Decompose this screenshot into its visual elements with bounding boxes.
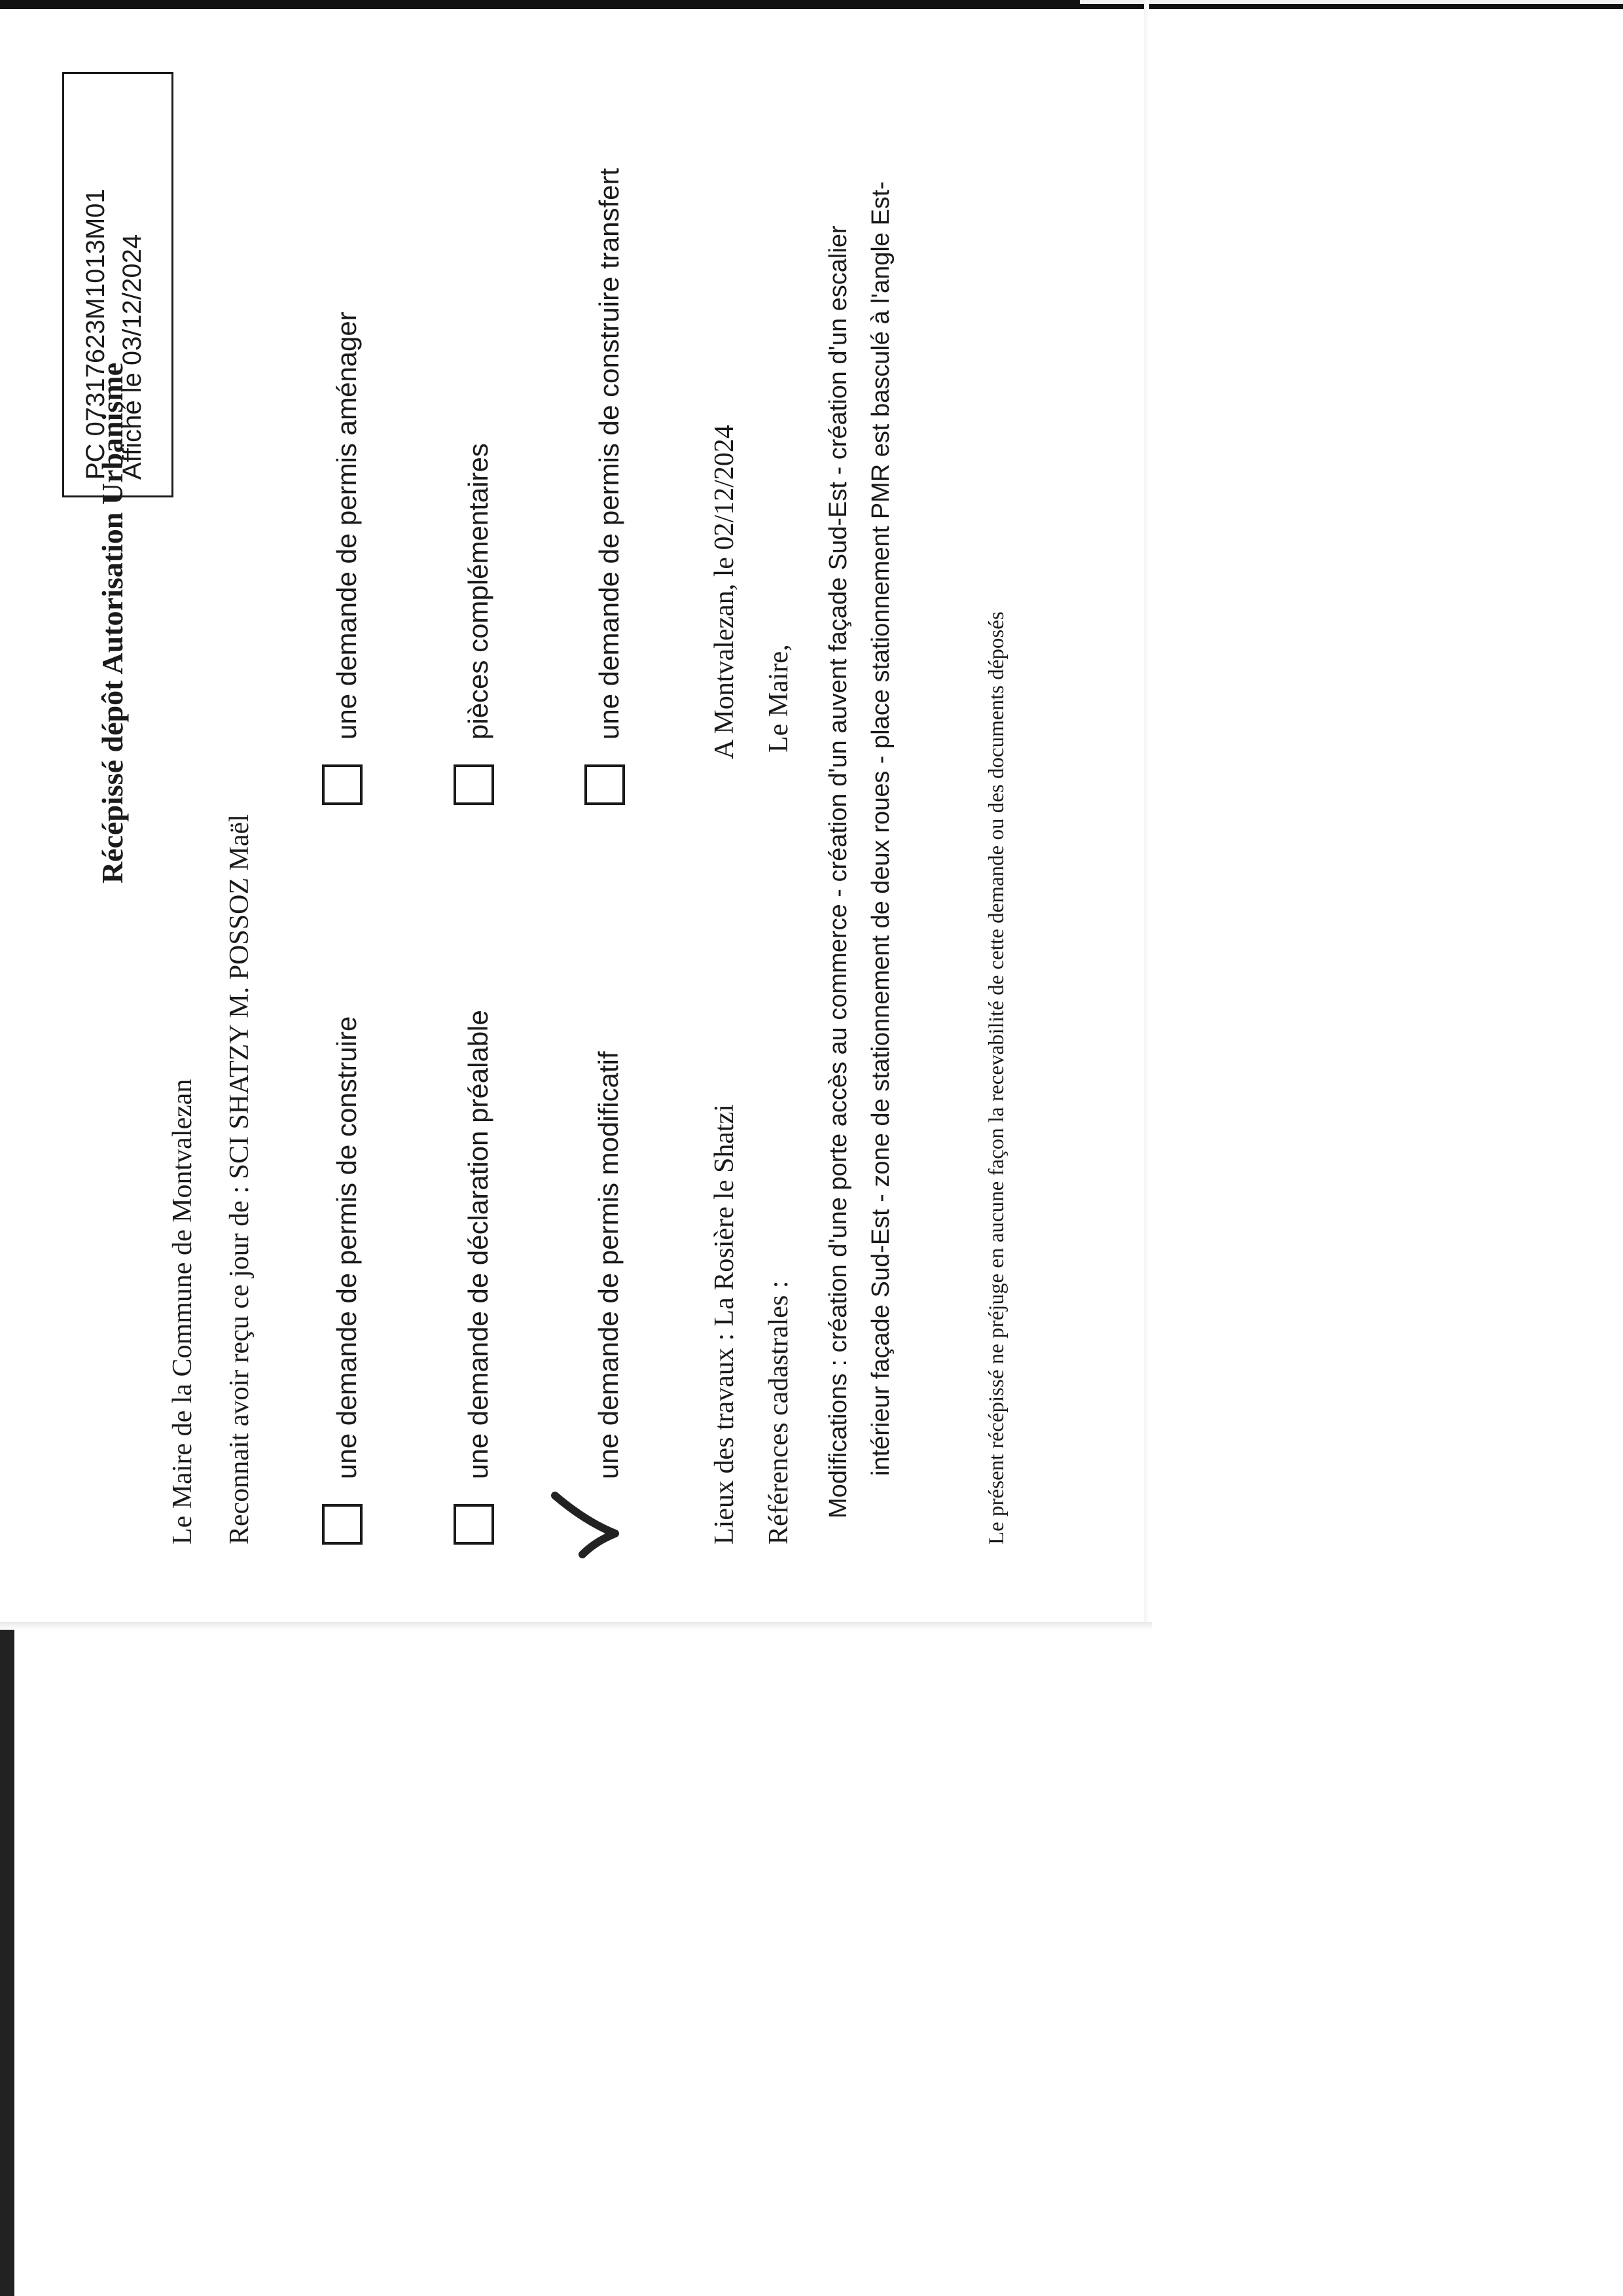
option-label-permis-construire-transfert: une demande de permis de construire transfert xyxy=(594,168,624,740)
modifications-line-2: intérieur façade Sud-Est - zone de stationnement de deux roues - place stationnement PMR est basculé à l'angle Est- xyxy=(867,181,895,1476)
scan-top-gap xyxy=(1080,0,1623,4)
stamp-posted-date: Affiché le 03/12/2024 xyxy=(118,234,147,480)
checkbox-permis-construire-transfert[interactable] xyxy=(584,764,625,805)
checkbox-pieces-complementaires[interactable] xyxy=(454,764,494,805)
stamp-reference: PC 07317623M1013M01 xyxy=(81,188,110,480)
mayor-line: Le Maire de la Commune de Montvalezan xyxy=(168,1079,198,1545)
checkbox-declaration-prealable[interactable] xyxy=(454,1504,494,1545)
checkmark-icon xyxy=(550,1489,628,1561)
scan-left-edge xyxy=(0,1630,14,2296)
option-label-declaration-prealable: une demande de déclaration préalable xyxy=(463,1010,493,1479)
option-label-pieces-complementaires: pièces complémentaires xyxy=(463,443,493,740)
option-label-permis-modificatif: une demande de permis modificatif xyxy=(593,1051,624,1479)
page-title: Récépissé dépôt Autorisation Urbanisme xyxy=(96,362,129,884)
works-location: Lieux des travaux : La Rosière le Shatzi xyxy=(709,1104,740,1545)
cadastral-references: Références cadastrales : xyxy=(764,1280,794,1545)
option-label-permis-construire: une demande de permis de construire xyxy=(331,1016,362,1479)
received-from-line: Reconnait avoir reçu ce jour de : SCI SHATZY M. POSSOZ Maël xyxy=(224,814,255,1545)
place-and-date: A Montvalezan, le 02/12/2024 xyxy=(709,425,740,759)
checkbox-permis-amenager[interactable] xyxy=(322,764,363,805)
footer-disclaimer: Le présent récépissé ne préjuge en aucune façon la recevabilité de cette demande ou des documents déposés xyxy=(985,611,1008,1545)
option-label-permis-amenager: une demande de permis aménager xyxy=(331,312,362,740)
modifications-line-1: Modifications : création d'une porte accès au commerce - création d'un auvent façade Sud-Est - création d'un escalier xyxy=(825,225,852,1518)
signatory: Le Maire, xyxy=(764,644,794,753)
checkbox-permis-construire[interactable] xyxy=(322,1504,363,1545)
